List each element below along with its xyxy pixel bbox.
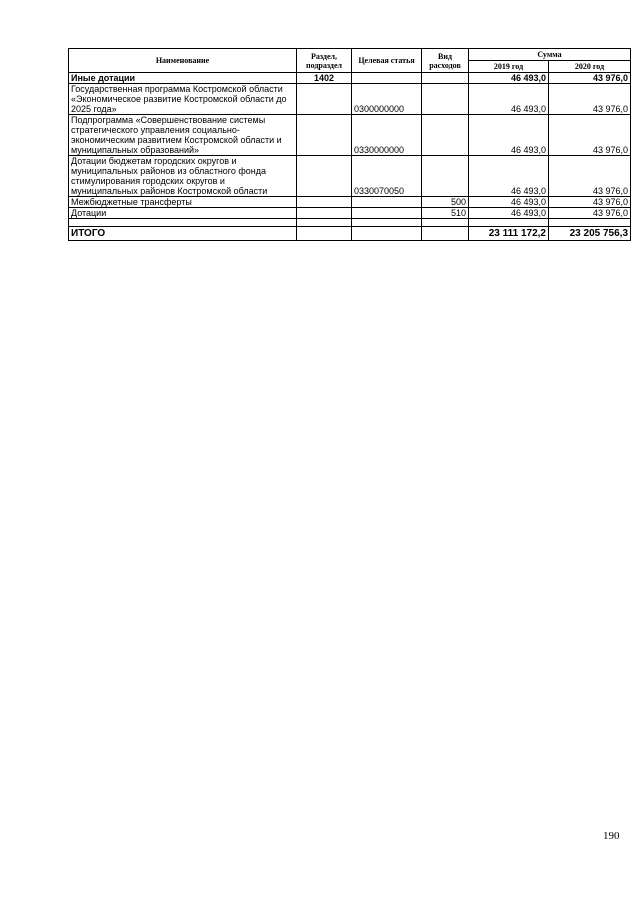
row-type bbox=[422, 73, 469, 84]
row-2020: 43 976,0 bbox=[549, 115, 631, 156]
row-name: Подпрограмма «Совершенствование системы стратегического управления социально-экономическим развитием Костромской области и муниципальных образований» bbox=[69, 115, 297, 156]
row-2020: 43 976,0 bbox=[549, 156, 631, 197]
table-row bbox=[69, 197, 631, 208]
header-name: Наименование bbox=[69, 49, 297, 73]
table-row bbox=[69, 156, 631, 197]
header-section: Раздел, подраздел bbox=[297, 49, 352, 73]
row-type: 500 bbox=[422, 197, 469, 208]
header-year-2020: 2020 год bbox=[549, 61, 631, 73]
row-section bbox=[297, 197, 352, 208]
total-label: ИТОГО bbox=[69, 227, 297, 241]
row-target bbox=[352, 197, 422, 208]
row-2020: 43 976,0 bbox=[549, 73, 631, 84]
row-type bbox=[422, 84, 469, 115]
row-target: 0330070050 bbox=[352, 156, 422, 197]
row-2019: 46 493,0 bbox=[469, 156, 549, 197]
row-type: 510 bbox=[422, 208, 469, 219]
header-year-2019: 2019 год bbox=[469, 61, 549, 73]
table-row bbox=[69, 84, 631, 115]
row-2019: 46 493,0 bbox=[469, 84, 549, 115]
table-row-total bbox=[69, 227, 631, 241]
row-type bbox=[422, 115, 469, 156]
row-section bbox=[297, 208, 352, 219]
header-target: Целевая статья bbox=[352, 49, 422, 73]
row-name: Дотации бюджетам городских округов и муниципальных районов из областного фонда стимулирования городских округов и муниципальных районов Костромской области bbox=[69, 156, 297, 197]
row-name: Межбюджетные трансферты bbox=[69, 197, 297, 208]
row-2020: 43 976,0 bbox=[549, 197, 631, 208]
page-number: 190 bbox=[603, 830, 620, 842]
row-name: Иные дотации bbox=[69, 73, 297, 84]
row-type bbox=[422, 156, 469, 197]
total-2020: 23 205 756,3 bbox=[549, 227, 631, 241]
row-target bbox=[352, 208, 422, 219]
row-target bbox=[352, 73, 422, 84]
table-row bbox=[69, 208, 631, 219]
row-target: 0300000000 bbox=[352, 84, 422, 115]
row-2020: 43 976,0 bbox=[549, 208, 631, 219]
total-2019: 23 111 172,2 bbox=[469, 227, 549, 241]
header-type: Вид расходов bbox=[422, 49, 469, 73]
table-row bbox=[69, 115, 631, 156]
row-2020: 43 976,0 bbox=[549, 84, 631, 115]
row-2019: 46 493,0 bbox=[469, 197, 549, 208]
header-sum: Сумма bbox=[469, 49, 631, 61]
row-section bbox=[297, 156, 352, 197]
row-2019: 46 493,0 bbox=[469, 115, 549, 156]
row-section bbox=[297, 84, 352, 115]
row-name: Дотации bbox=[69, 208, 297, 219]
row-target: 0330000000 bbox=[352, 115, 422, 156]
row-section: 1402 bbox=[297, 73, 352, 84]
row-2019: 46 493,0 bbox=[469, 73, 549, 84]
row-name: Государственная программа Костромской области «Экономическое развитие Костромской области до 2025 года» bbox=[69, 84, 297, 115]
row-section bbox=[297, 115, 352, 156]
budget-table bbox=[68, 48, 631, 241]
table-row-blank bbox=[69, 219, 631, 227]
table-row bbox=[69, 73, 631, 84]
row-2019: 46 493,0 bbox=[469, 208, 549, 219]
